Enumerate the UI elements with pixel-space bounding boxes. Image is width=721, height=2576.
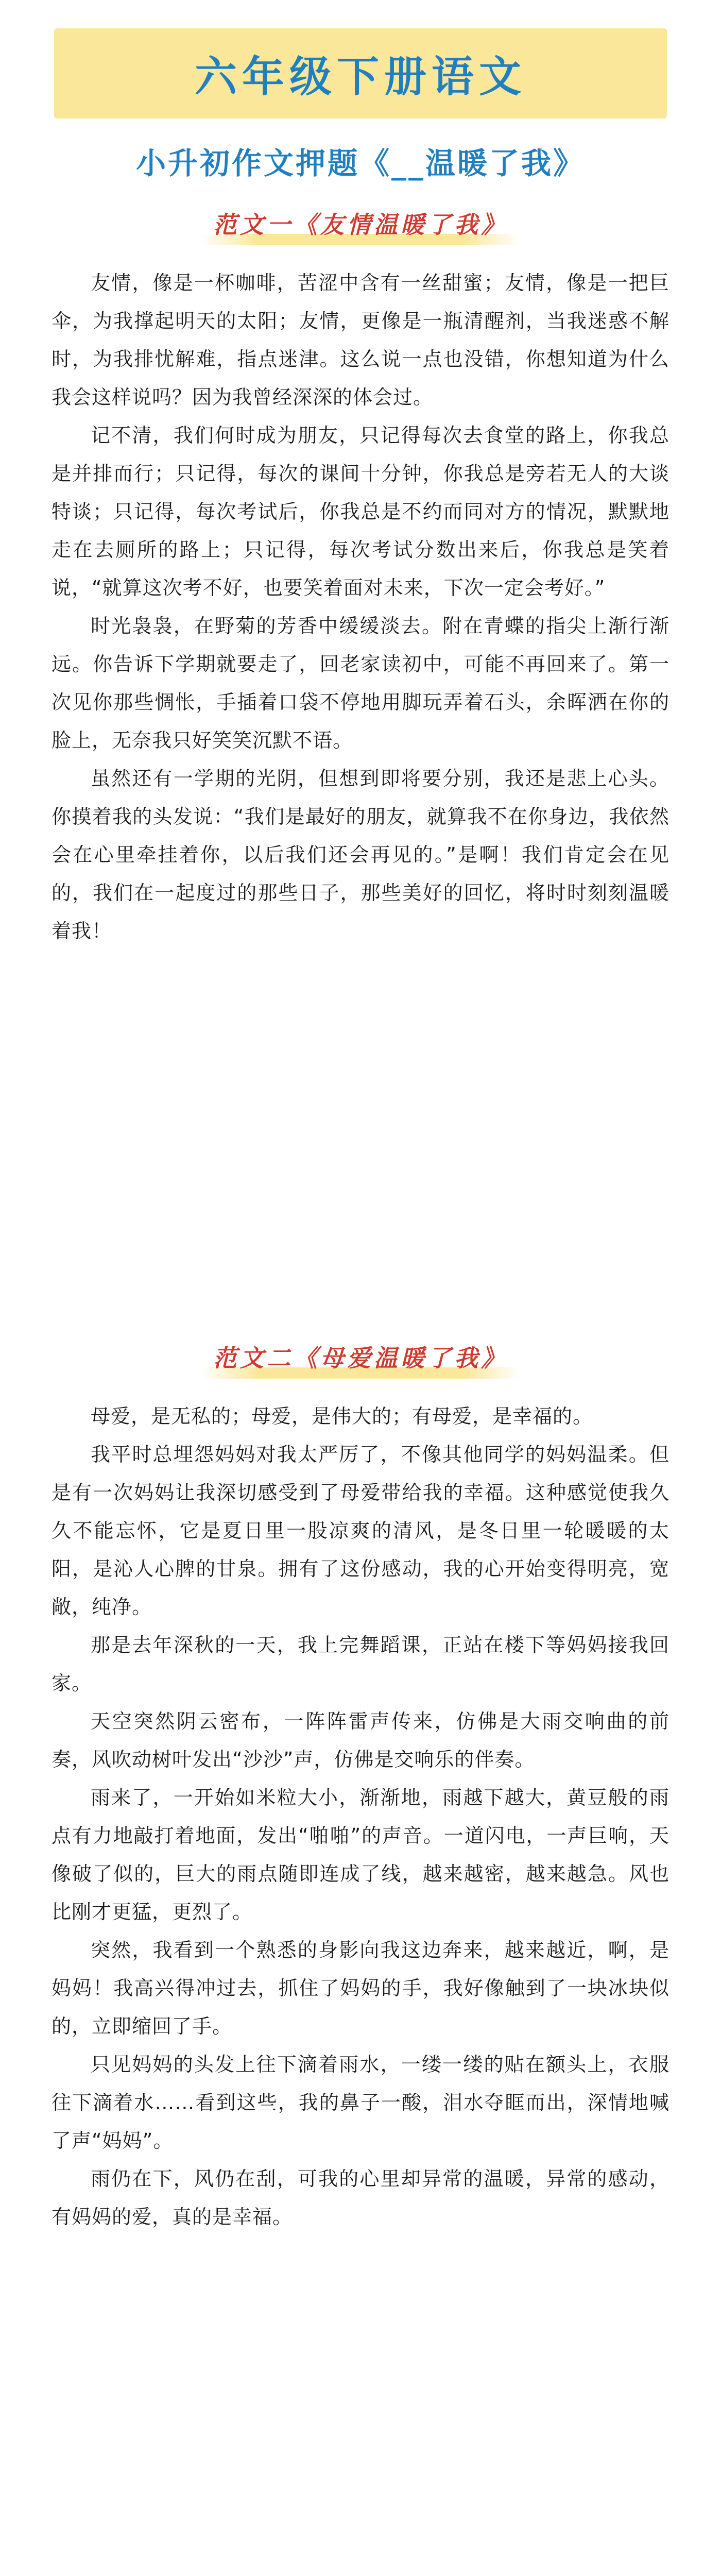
essay-paragraph: 时光袅袅，在野菊的芳香中缓缓淡去。附在青蝶的指尖上渐行渐远。你告诉下学期就要走了，回老家读初中，可能不再回来了。第一次见你那些惆怅，手插着口袋不停地用脚玩弄着石头，余晖洒在你的脸上，无奈我只好笑笑沉默不语。 <box>52 615 670 752</box>
header-banner <box>54 28 667 118</box>
essay-title: 范文一《友情温暖了我》 <box>201 206 520 245</box>
essay-paragraph: 只见妈妈的头发上往下滴着雨水，一缕一缕的贴在额头上，衣服往下滴着水……看到这些，我的鼻子一酸，泪水夺眶而出，深情地喊了声“妈妈”。 <box>52 2053 670 2152</box>
essay-paragraph: 那是去年深秋的一天，我上完舞蹈课，正站在楼下等妈妈接我回家。 <box>52 1634 670 1694</box>
main-title: 六年级下册语文 <box>194 53 526 101</box>
essay-paragraph: 母爱，是无私的；母爱，是伟大的；有母爱，是幸福的。 <box>91 1405 593 1428</box>
sub-title: 小升初作文押题《__温暖了我》 <box>135 146 585 181</box>
essay-paragraph: 记不清，我们何时成为朋友，只记得每次去食堂的路上，你我总是并排而行；只记得，每次的课间十分钟，你我总是旁若无人的大谈特谈；只记得，每次考试后，你我总是不约而同对方的情况，默默地走在去厕所的路上；只记得，每次考试分数出来后，你我总是笑着说，“就算这次考不好，也要笑着面对未来，下次一定会考好。” <box>52 424 670 599</box>
essay-paragraph: 雨仍在下，风仍在刮，可我的心里却异常的温暖，异常的感动，有妈妈的爱，真的是幸福。 <box>52 2167 670 2228</box>
essay-paragraph: 我平时总埋怨妈妈对我太严厉了，不像其他同学的妈妈温柔。但是有一次妈妈让我深切感受到了母爱带给我的幸福。这种感觉使我久久不能忘怀，它是夏日里一股凉爽的清风，是冬日里一轮暖暖的太阳，是沁人心脾的甘泉。拥有了这份感动，我的心开始变得明亮，宽敞，纯净。 <box>52 1443 670 1618</box>
essay-friendship <box>52 206 670 950</box>
essay-paragraph: 突然，我看到一个熟悉的身影向我这边奔来，越来越近，啊，是妈妈！我高兴得冲过去，抓住了妈妈的手，我好像触到了一块冰块似的，立即缩回了手。 <box>52 1939 670 2038</box>
essay-mother-love <box>52 1340 670 2236</box>
essay-paragraph: 雨来了，一开始如米粒大小，渐渐地，雨越下越大，黄豆般的雨点有力地敲打着地面，发出“啪啪”的声音。一道闪电，一声巨响，天像破了似的，巨大的雨点随即连成了线，越来越密，越来越急。风也比刚才更猛，更烈了。 <box>52 1786 670 1923</box>
essay-paragraph: 虽然还有一学期的光阴，但想到即将要分别，我还是悲上心头。你摸着我的头发说：“我们是最好的朋友，就算我不在你身边，我依然会在心里牵挂着你，以后我们还会再见的。”是啊！我们肯定会在见的，我们在一起度过的那些日子，那些美好的回忆，将时时刻刻温暖着我！ <box>52 767 670 942</box>
essay-title: 范文二《母爱温暖了我》 <box>201 1340 520 1379</box>
essay-paragraph: 友情，像是一杯咖啡，苦涩中含有一丝甜蜜；友情，像是一把巨伞，为我撑起明天的太阳；友情，更像是一瓶清醒剂，当我迷惑不解时，为我排忧解难，指点迷津。这么说一点也没错，你想知道为什么我会这样说吗？因为我曾经深深的体会过。 <box>52 272 670 409</box>
essay-paragraph: 天空突然阴云密布，一阵阵雷声传来，仿佛是大雨交响曲的前奏，风吹动树叶发出“沙沙”声，仿佛是交响乐的伴奏。 <box>52 1710 670 1771</box>
